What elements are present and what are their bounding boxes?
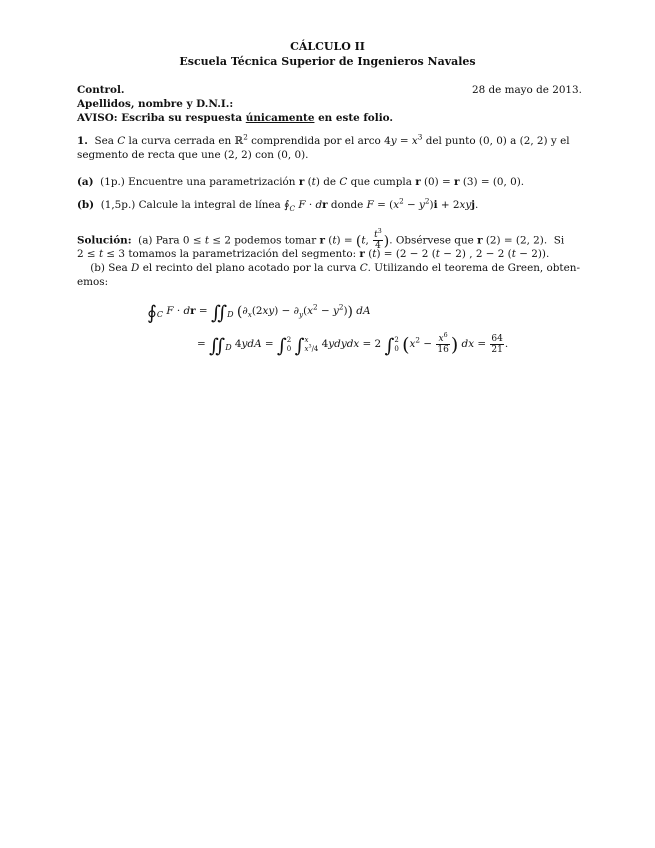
course-title: CÁLCULO II <box>290 40 365 53</box>
equation-2: = $∬_D$ 4ydA = ∫ 2 0 ∫ x $x^3/4$ 4ydydx = 2 ∫ 2 0 ($x^2$ − $\frac{x^6}{16}$ ) dx = $\frac{64}{21}$ . <box>197 331 509 357</box>
school-name: Escuela Técnica Superior de Ingenieros Navales <box>179 55 476 68</box>
part-b: (b) (1,5p.) Calcule la integral de línea $∮_C$ F · dr donde $F = (x^2 - y^2)i + 2xyj$. <box>77 196 479 214</box>
solution-label: Solución: <box>77 234 132 247</box>
notice-suffix: en este folio. <box>314 112 394 124</box>
solution-line-3: (b) Sea D el recinto del plano acotado por la curva C. Utilizando el teorema de Green, obten- <box>77 262 580 274</box>
solution-line-1: Solución: (a) Para 0 ≤ t ≤ 2 podemos tomar r (t) = (t, $\frac{t^3}{4}$ ). Obsérvese que r (2) = (2, 2). Si <box>77 228 565 251</box>
notice <box>77 112 393 124</box>
exam-date: 28 de mayo de 2013. <box>472 84 582 96</box>
problem-statement-line-1: 1. Sea C la curva cerrada en ℝ$^2$ comprendida por el arco $4y = x^3$ del punto (0, 0) a (2, 2) y el <box>77 132 570 147</box>
equation-1: $∮_C$ F · dr = $∬_D$ $(\partial_x(2xy) - \partial_y(x^2 - y^2))$ dA <box>147 302 371 324</box>
notice-prefix: AVISO: Escriba su respuesta <box>77 112 246 124</box>
notice-underlined: únicamente <box>245 112 315 124</box>
part-a-label: (a) <box>77 176 94 188</box>
part-a: (a) (1p.) Encuentre una parametrización r (t) de C que cumpla r (0) = r (3) = (0, 0). <box>77 176 525 188</box>
problem-statement-line-2: segmento de recta que une (2, 2) con (0, 0). <box>77 149 309 161</box>
part-b-label: (b) <box>77 199 95 211</box>
problem-number: 1. <box>77 135 88 147</box>
student-id-label: Apellidos, nombre y D.N.I.: <box>77 98 234 110</box>
solution-line-2: 2 ≤ t ≤ 3 tomamos la parametrización del segmento: r (t) = (2 − 2 (t − 2) , 2 − 2 (t − 2)). <box>77 248 550 260</box>
solution-line-4: emos: <box>77 276 109 288</box>
control-label: Control. <box>77 84 125 96</box>
